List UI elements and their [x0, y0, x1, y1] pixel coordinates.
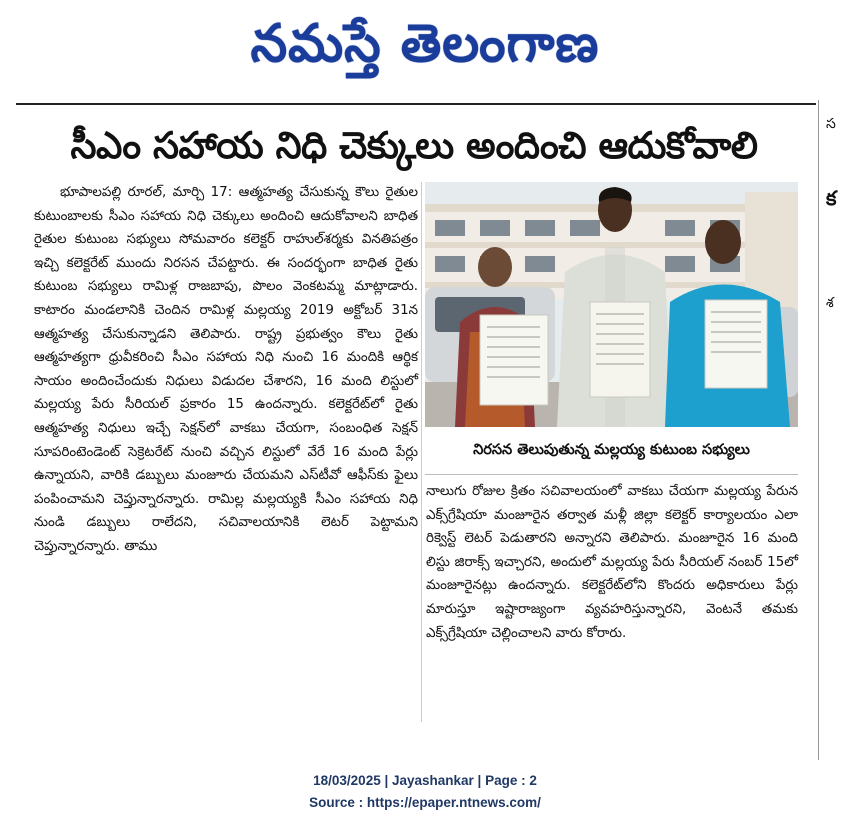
article-body-right: [426, 480, 798, 645]
photo-illustration: [425, 182, 798, 427]
column-divider: [421, 182, 422, 722]
adjacent-article-fragment: శ: [826, 295, 834, 311]
adjacent-article-fragment: స: [826, 116, 836, 132]
header-rule: [16, 103, 816, 105]
newspaper-logo: నమస్తే తెలంగాణ: [250, 14, 600, 74]
article-paragraph: భూపాలపల్లి రూరల్, మార్చి 17: ఆత్మహత్య చేసుకున్న కౌలు రైతుల కుటుంబాలకు సీఎం సహాయ నిధి చెక్కులు అందించి ఆదుకోవాలని బాధిత రైతుల కుటుంబ సభ్యులు సోమవారం కలెక్టర్ రాహుల్‌శర్మకు వినతిపత్రం ఇచ్చి కలెక్టరేట్ ముందు నిరసన చేపట్టారు. ఈ సందర్భంగా బాధిత రైతు కుటుంబ సభ్యులు రామిళ్ల రాజబాపు, పొలం వెంకటమ్మ మాట్లాడారు. కాటారం మండలానికి చెందిన రామిళ్ల మల్లయ్య 2019 అక్టోబర్ 31న ఆత్మహత్య చేసుకున్నాడని తెలిపారు. రాష్ట్ర ప్రభుత్వం కౌలు రైతు ఆత్మహత్యగా ధ్రువీకరించి సీఎం సహాయ నిధి నుంచి 16 మందికి ఆర్థిక సాయం అందించేందుకు నిధులు విడుదల చేశారని, 16 మంది లిస్టులో మల్లయ్య పేరు సీరియల్ ప్రకారం 15 ఉందన్నారు. కలెక్టరేట్‌లో రైతు ఆత్మహత్య నిధులు ఇచ్చే సెక్షన్‌లో వాకబు చేయగా, సంబంధిత సెక్షన్ సూపరింటెండెంట్ సెక్రెటరేట్ నుంచి వచ్చిన లిస్టులో వేరే 16 మంది పేర్లు ఉన్నాయని, వారికి డబ్బులు మంజూరు చేయమని ఎస్‌టీవో ఆఫీస్‌కు ఫైలు పంపించామని చెప్తున్నారన్నారు. రామిల్ల మల్లయ్యకి సీఎం సహాయ నిధి నుండి డబ్బులు రాలేదని, సచివాలయానికి లెటర్ పెట్టామని చెప్తున్నారన్నారు. తాము: [34, 185, 418, 554]
article-paragraph: నాలుగు రోజుల క్రితం సచివాలయంలో వాకబు చేయగా మల్లయ్య పేరున ఎక్స్‌గ్రేషియా మంజూరైన తర్వాత మళ్లీ జిల్లా కలెక్టర్ కార్యాలయం ఎలా రిక్వెస్ట్ లెటర్ పెడుతారని అన్నారని తెలిపారు. మంజూరైన 16 మంది లిస్టు జిరాక్స్ ఇచ్చారని, అందులో మల్లయ్య పేరు సీరియల్ నంబర్ 15లో మంజూరైనట్లు ఉందన్నారు. కలెక్టరేట్‌లోని కొందరు అధికారులు పేర్లు మారుస్తూ ఇష్టారాజ్యంగా వ్యవహరిస్తున్నారని, వెంటనే తమకు ఎక్స్‌గ్రేషియా చెల్లించాలని వారు కోరారు.: [426, 484, 798, 641]
photo-caption-box: [425, 430, 798, 475]
right-column-divider: [818, 100, 819, 760]
masthead: [0, 0, 850, 100]
article-body-left: [34, 181, 418, 559]
photo-caption: నిరసన తెలుపుతున్న మల్లయ్య కుటుంబ సభ్యులు: [473, 442, 750, 458]
article-headline: సీఎం సహాయ నిధి చెక్కులు అందించి ఆదుకోవాలి: [70, 124, 758, 167]
page-footer: [0, 770, 850, 814]
edition-info: 18/03/2025 | Jayashankar | Page : 2: [313, 773, 537, 788]
news-photo: [425, 182, 798, 427]
adjacent-article-fragment: క: [826, 186, 837, 210]
source-link[interactable]: Source : https://epaper.ntnews.com/: [309, 795, 541, 810]
